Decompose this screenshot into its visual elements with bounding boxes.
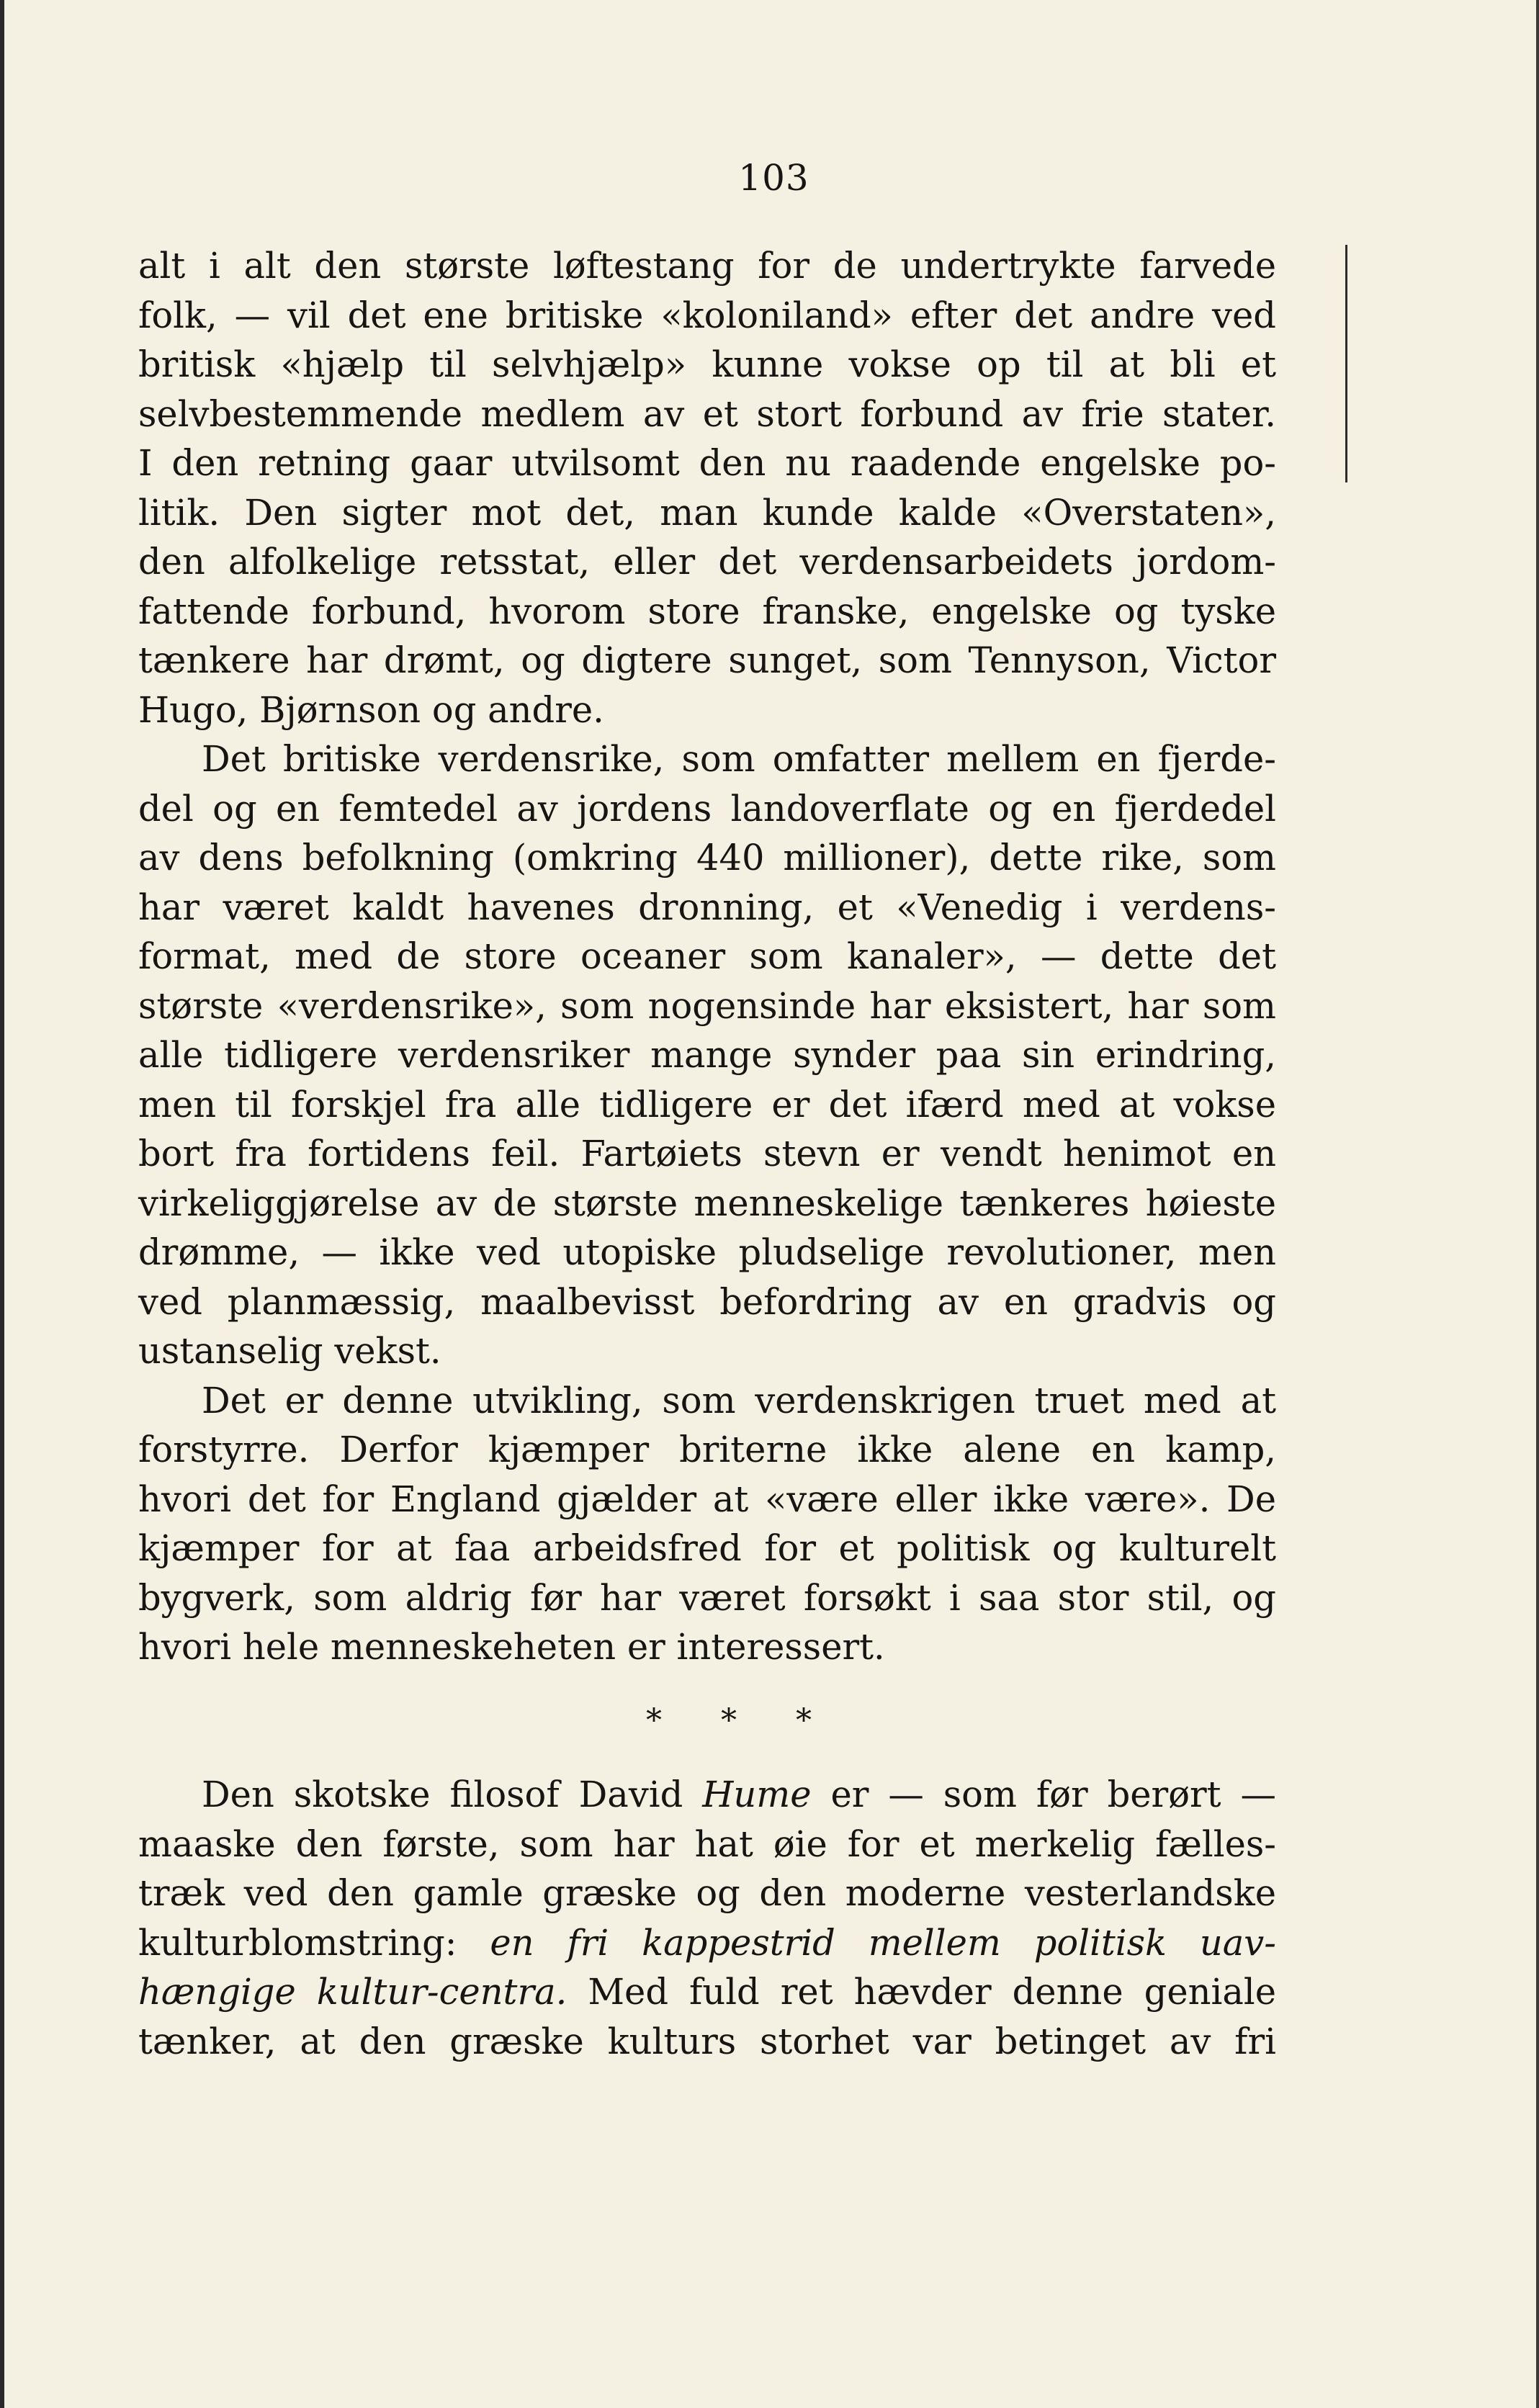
text-run: Den skotske filosof David	[202, 1774, 703, 1815]
body-text	[138, 241, 1276, 2066]
text-line: tænker, at den græske kulturs storhet var betinget av fri	[138, 2020, 1276, 2062]
paragraph-start	[138, 1770, 1276, 1820]
text-line: alle tidligere verdensriker mange synder paa sin erindring,	[138, 1034, 1276, 1076]
text-line: bygverk, som aldrig før har været forsøkt i saa stor stil, og	[138, 1576, 1276, 1619]
section-gap	[138, 1672, 1276, 1697]
text-line: virkeliggjørelse av de største menneskelige tænkeres høieste	[138, 1182, 1276, 1224]
text-line: del og en femtedel av jordens landoverflate og en fjerdedel	[138, 787, 1276, 830]
text-line: format, med de store oceaner som kanaler», — dette det	[138, 935, 1276, 977]
text-line: den alfolkelige retsstat, eller det verdensarbeidets jordom-	[138, 541, 1276, 583]
text-line: men til forskjel fra alle tidligere er det ifærd med at vokse	[138, 1083, 1276, 1126]
text-line: I den retning gaar utvilsomt den nu raadende engelske po-	[138, 442, 1276, 484]
text-line: forstyrre. Derfor kjæmper briterne ikke alene en kamp,	[138, 1429, 1276, 1470]
paragraph-start: Det britiske verdensrike, som omfatter mellem en fjerde-	[202, 738, 1276, 780]
text-line: fattende forbund, hvorom store franske, engelske og tyske	[138, 590, 1276, 632]
text-line: maaske den første, som har hat øie for et merkelig fælles-	[138, 1823, 1276, 1865]
text-line: træk ved den gamle græske og den moderne vesterlandske	[138, 1872, 1276, 1914]
text-line: har været kaldt havenes dronning, et «Venedig i verdens-	[138, 886, 1276, 928]
text-line: av dens befolkning (omkring 440 millioner), dette rike, som	[138, 837, 1276, 879]
text-line: tænkere har drømt, og digtere sunget, som Tennyson, Victor	[138, 639, 1276, 681]
text-line: britisk «hjælp til selvhjælp» kunne vokse op til at bli et	[138, 343, 1276, 385]
text-line: alt i alt den største løftestang for de undertrykte farvede	[138, 245, 1276, 287]
text-run: Med fuld ret hævder denne geniale	[567, 1971, 1276, 2013]
text-line: Hugo, Bjørnson og andre.	[138, 688, 604, 731]
text-line: ved planmæssig, maalbevisst befordring av en gradvis og	[138, 1280, 1276, 1323]
emphasis-text: hængige kultur-centra.	[138, 1971, 567, 2013]
text-line: hvori det for England gjælder at «være eller ikke være». De	[138, 1478, 1276, 1520]
text-line: største «verdensrike», som nogensinde har eksistert, har som	[138, 984, 1276, 1027]
text-line: bort fra fortidens feil. Fartøiets stevn er vendt henimot en	[138, 1133, 1276, 1174]
text-line: hvori hele menneskeheten er interessert.	[138, 1626, 885, 1668]
asterisk: *	[796, 1702, 812, 1739]
text-line: folk, — vil det ene britiske «koloniland» efter det andre ved	[138, 294, 1276, 336]
asterisk: *	[721, 1702, 737, 1739]
page-number: 103	[738, 157, 809, 199]
text-line: drømme, — ikke ved utopiske pludselige revolutioner, men	[138, 1231, 1276, 1273]
margin-line	[1345, 245, 1347, 482]
text-line: selvbestemmende medlem av et stort forbund av frie stater.	[138, 392, 1276, 435]
text-line	[138, 1967, 1276, 2017]
paragraph-start: Det er denne utvikling, som verdenskrigen truet med at	[202, 1379, 1276, 1421]
text-line: litik. Den sigter mot det, man kunde kalde «Overstaten»,	[138, 491, 1276, 534]
text-run: er — som før berørt —	[811, 1774, 1276, 1815]
asterisk: *	[646, 1702, 662, 1739]
text-line: ustanselig vekst.	[138, 1330, 441, 1372]
text-run: kulturblomstring:	[138, 1921, 490, 1964]
emphasis-text: en fri kappestrid mellem politisk uav-	[490, 1921, 1276, 1964]
person-name: Hume	[702, 1774, 812, 1815]
section-gap	[138, 1746, 1276, 1770]
text-line: kjæmper for at faa arbeidsfred for et politisk og kulturelt	[138, 1527, 1276, 1569]
text-line	[138, 1918, 1276, 1968]
section-separator	[138, 1697, 1276, 1746]
